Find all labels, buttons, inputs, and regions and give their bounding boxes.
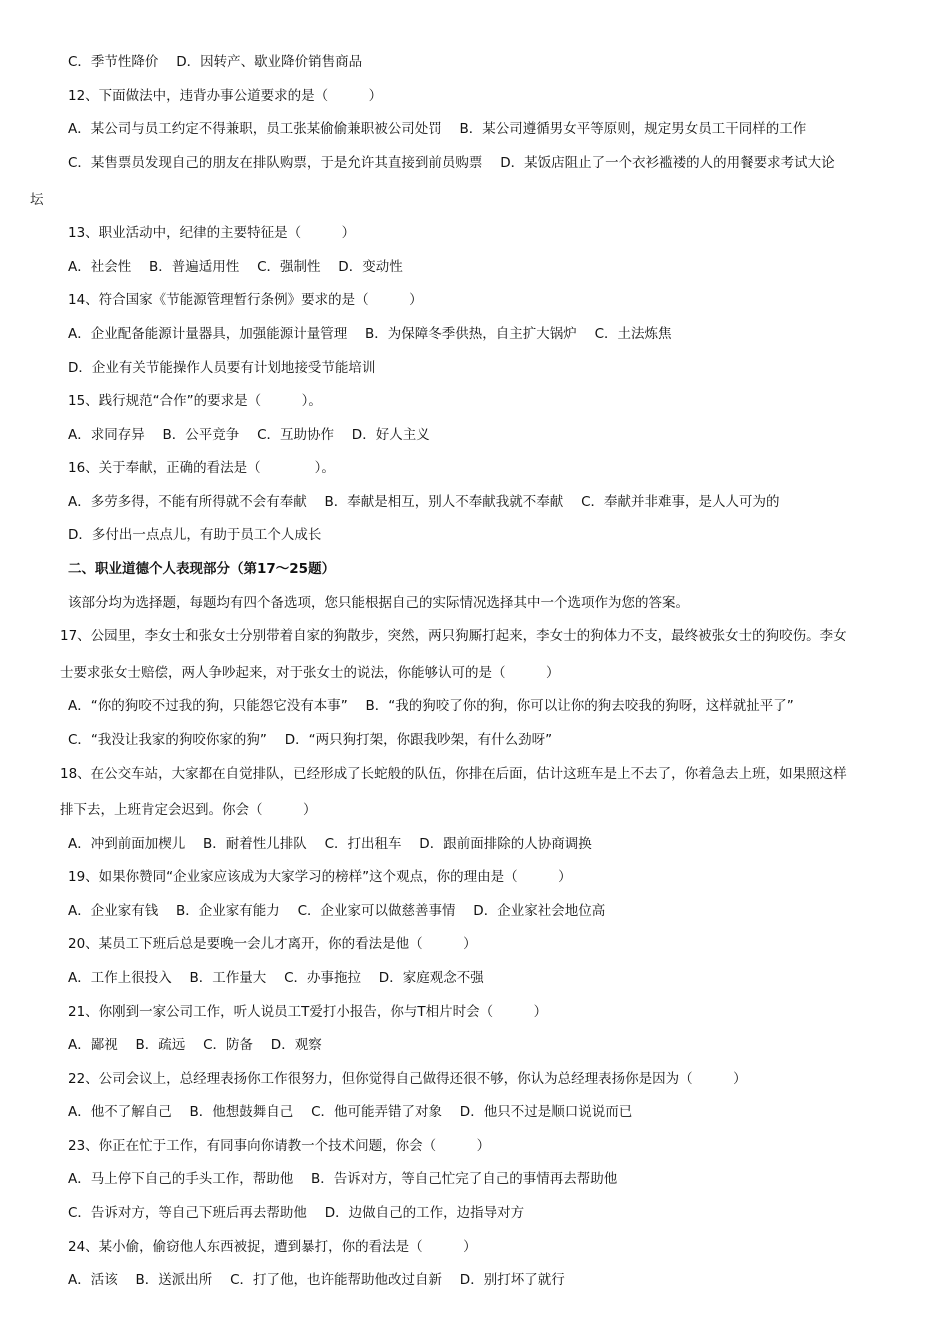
option-line-q17-ab: A．“你的狗咬不过我的狗，只能怨它没有本事” B．“我的狗咬了你的狗，你可以让你的狗去咬我的狗呀，这样就扯平了” [68, 698, 794, 714]
option-line-q23-cd: C．告诉对方，等自己下班后再去帮助他 D．边做自己的工作，边指导对方 [68, 1205, 525, 1221]
question-21: 21、你刚到一家公司工作，听人说员工T爱打小报告，你与T相片时会（ ） [68, 1004, 548, 1020]
question-18: 18、在公交车站，大家都在自觉排队，已经形成了长蛇般的队伍，你排在后面，估计这班车是上不去了，你着急去上班，如果照这样 [60, 766, 847, 782]
question-14: 14、符合国家《节能源管理暂行条例》要求的是（ ） [68, 292, 423, 308]
option-line-q14-abc: A．企业配备能源计量器具，加强能源计量管理 B．为保障冬季供热，自主扩大锅炉 C．土法炼焦 [68, 326, 672, 342]
question-22: 22、公司会议上，总经理表扬你工作很努力，但你觉得自己做得还很不够，你认为总经理表扬你是因为（ ） [68, 1071, 747, 1087]
option-line-q19: A．企业家有钱 B．企业家有能力 C．企业家可以做慈善事情 D．企业家社会地位高 [68, 903, 606, 919]
option-line-q14-d: D．企业有关节能操作人员要有计划地接受节能培训 [68, 360, 376, 376]
option-line-q12-wrap: 坛 [30, 192, 44, 208]
question-13: 13、职业活动中，纪律的主要特征是（ ） [68, 225, 356, 241]
question-17: 17、公园里，李女士和张女士分别带着自家的狗散步，突然，两只狗厮打起来，李女士的狗体力不支，最终被张女士的狗咬伤。李女 [60, 628, 847, 644]
question-17-wrap: 士要求张女士赔偿，两人争吵起来，对于张女士的说法，你能够认可的是（ ） [60, 665, 560, 681]
option-line-q16-abc: A．多劳多得，不能有所得就不会有奉献 B．奉献是相互，别人不奉献我就不奉献 C．奉献并非难事，是人人可为的 [68, 494, 780, 510]
option-line-q15: A．求同存异 B．公平竞争 C．互助协作 D．好人主义 [68, 427, 430, 443]
question-20: 20、某员工下班后总是要晚一会儿才离开，你的看法是他（ ） [68, 936, 477, 952]
option-line-q17-cd: C．“我没让我家的狗咬你家的狗” D．“两只狗打架，你跟我吵架，有什么劲呀” [68, 732, 553, 748]
question-19: 19、如果你赞同“企业家应该成为大家学习的榜样”这个观点，你的理由是（ ） [68, 869, 572, 885]
question-16: 16、关于奉献，正确的看法是（ ）。 [68, 460, 335, 476]
option-line-q11-cd: C．季节性降价 D．因转产、歇业降价销售商品 [68, 54, 363, 70]
option-line-q13: A．社会性 B．普遍适用性 C．强制性 D．变动性 [68, 259, 403, 275]
option-line-q24: A．活该 B．送派出所 C．打了他，也许能帮助他改过自新 D．别打坏了就行 [68, 1272, 565, 1288]
question-23: 23、你正在忙于工作，有同事向你请教一个技术问题，你会（ ） [68, 1138, 491, 1154]
option-line-q18: A．冲到前面加楔儿 B．耐着性儿排队 C．打出租车 D．跟前面排除的人协商调换 [68, 836, 592, 852]
section-instructions: 该部分均为选择题，每题均有四个备选项，您只能根据自己的实际情况选择其中一个选项作为您的答案。 [68, 595, 689, 611]
question-15: 15、践行规范“合作”的要求是（ ）。 [68, 393, 322, 409]
option-line-q21: A．鄙视 B．疏远 C．防备 D．观察 [68, 1037, 322, 1053]
option-line-q23-ab: A．马上停下自己的手头工作，帮助他 B．告诉对方，等自己忙完了自己的事情再去帮助他 [68, 1171, 618, 1187]
option-line-q12-ab: A．某公司与员工约定不得兼职，员工张某偷偷兼职被公司处罚 B．某公司遵循男女平等原则，规定男女员工干同样的工作 [68, 121, 807, 137]
option-line-q20: A．工作上很投入 B．工作量大 C．办事拖拉 D．家庭观念不强 [68, 970, 484, 986]
option-line-q22: A．他不了解自己 B．他想鼓舞自己 C．他可能弄错了对象 D．他只不过是顺口说说而已 [68, 1104, 633, 1120]
section-heading-2: 二、职业道德个人表现部分（第17～25题） [68, 561, 336, 577]
question-18-wrap: 排下去，上班肯定会迟到。你会（ ） [60, 802, 317, 818]
question-24: 24、某小偷，偷窃他人东西被捉，遭到暴打，你的看法是（ ） [68, 1239, 477, 1255]
question-12: 12、下面做法中，违背办事公道要求的是（ ） [68, 88, 383, 104]
option-line-q12-cd: C．某售票员发现自己的朋友在排队购票，于是允许其直接到前员购票 D．某饭店阻止了一个衣衫褴褛的人的用餐要求考试大论 [68, 155, 835, 171]
option-line-q16-d: D．多付出一点点儿，有助于员工个人成长 [68, 527, 322, 543]
